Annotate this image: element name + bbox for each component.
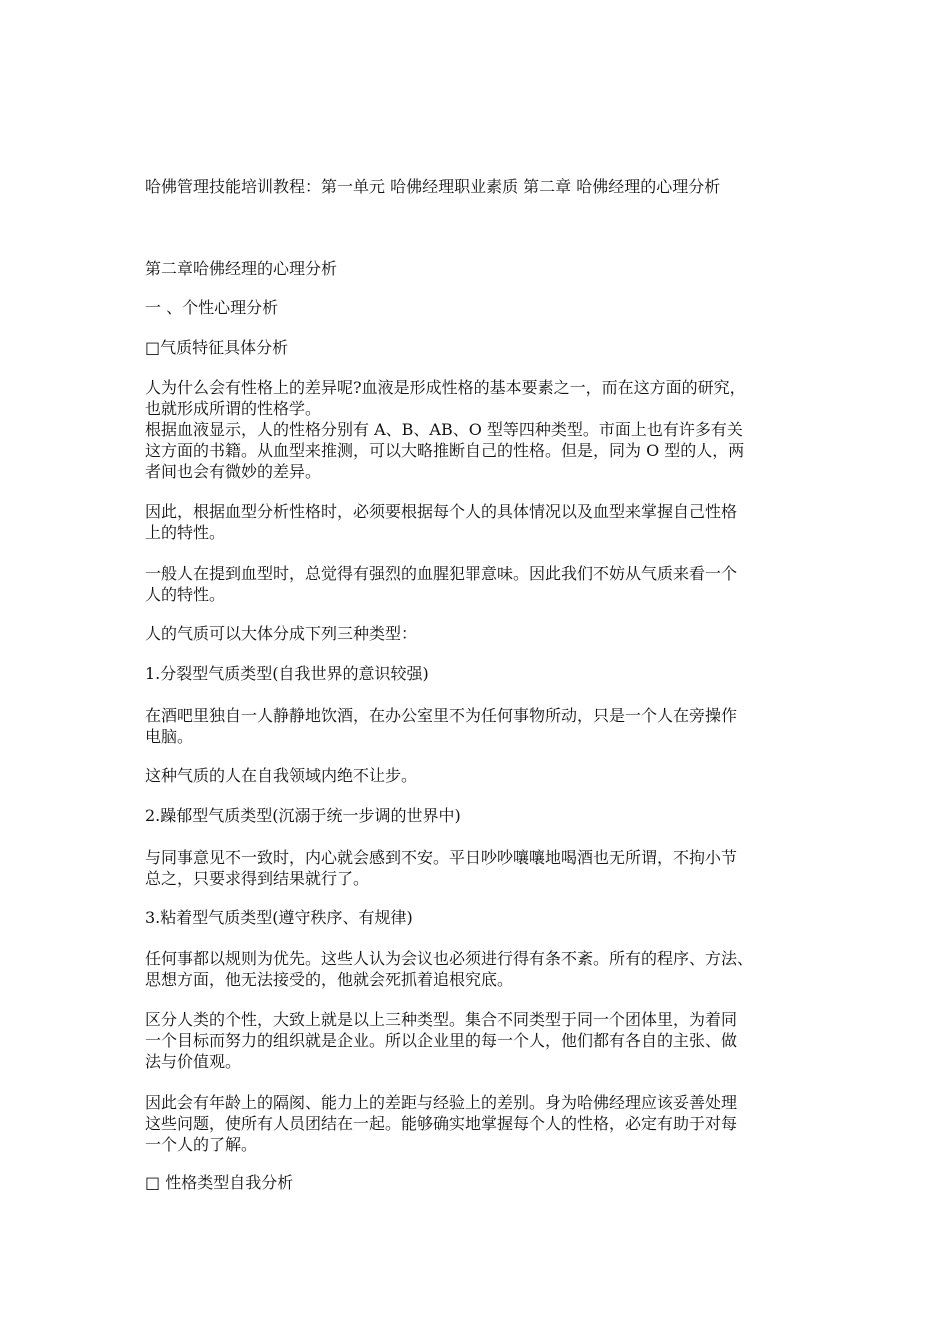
paragraph-line: 与同事意见不一致时，内心就会感到不安。平日吵吵嚷嚷地喝酒也无所谓，不拘小节 — [145, 848, 738, 867]
type-heading-3: 3.粘着型气质类型(遵守秩序、有规律) — [145, 908, 413, 927]
paragraph-temperament-view — [145, 563, 815, 605]
subsection-heading-temperament: □气质特征具体分析 — [145, 338, 289, 357]
document-title: 哈佛管理技能培训教程：第一单元 哈佛经理职业素质 第二章 哈佛经理的心理分析 — [145, 177, 721, 196]
paragraph-type-3 — [145, 948, 815, 990]
paragraph-line: 区分人类的个性，大致上就是以上三种类型。集合不同类型于同一个团体里，为着同 — [145, 1010, 738, 1029]
paragraph-line: 总之，只要求得到结果就行了。 — [145, 869, 370, 888]
section-heading: 一 、个性心理分析 — [145, 298, 279, 317]
type-heading-2: 2.躁郁型气质类型(沉溺于统一步调的世界中) — [145, 806, 461, 825]
paragraph-line: 人的特性。 — [145, 585, 226, 604]
paragraph-line: 者间也会有微妙的差异。 — [145, 462, 322, 481]
subsection-heading-personality: □ 性格类型自我分析 — [145, 1173, 294, 1192]
paragraph-manager-role — [145, 1092, 815, 1155]
paragraph-type-2 — [145, 847, 815, 889]
paragraph-line: 一般人在提到血型时，总觉得有强烈的血腥犯罪意味。因此我们不妨从气质来看一个 — [145, 564, 738, 583]
paragraph-line: 在酒吧里独自一人静静地饮酒，在办公室里不为任何事物所动，只是一个人在旁操作 — [145, 706, 738, 725]
paragraph-line: 人为什么会有性格上的差异呢?血液是形成性格的基本要素之一，而在这方面的研究， — [145, 378, 746, 397]
paragraph-three-types: 人的气质可以大体分成下列三种类型： — [145, 624, 418, 643]
paragraph-enterprise — [145, 1009, 815, 1072]
paragraph-type-1 — [145, 705, 815, 747]
paragraph-line: 电脑。 — [145, 727, 194, 746]
paragraph-analysis-method — [145, 501, 815, 543]
chapter-heading: 第二章哈佛经理的心理分析 — [145, 259, 338, 278]
paragraph-line: 这些问题，使所有人员团结在一起。能够确实地掌握每个人的性格，必定有助于对每 — [145, 1114, 738, 1133]
paragraph-blood-types — [145, 419, 815, 482]
paragraph-blood-type-intro — [145, 377, 815, 419]
paragraph-type-1-note: 这种气质的人在自我领域内绝不让步。 — [145, 766, 418, 785]
paragraph-line: 因此，根据血型分析性格时，必须要根据每个人的具体情况以及血型来掌握自己性格 — [145, 502, 738, 521]
paragraph-line: 法与价值观。 — [145, 1052, 242, 1071]
type-heading-1: 1.分裂型气质类型(自我世界的意识较强) — [145, 664, 429, 683]
paragraph-line: 也就形成所谓的性格学。 — [145, 399, 322, 418]
paragraph-line: 一个人的了解。 — [145, 1135, 258, 1154]
paragraph-line: 一个目标而努力的组织就是企业。所以企业里的每一个人，他们都有各自的主张、做 — [145, 1031, 738, 1050]
paragraph-line: 上的特性。 — [145, 523, 226, 542]
paragraph-line: 任何事都以规则为优先。这些人认为会议也必须进行得有条不紊。所有的程序、方法、 — [145, 949, 754, 968]
paragraph-line: 这方面的书籍。从血型来推测，可以大略推断自己的性格。但是，同为 O 型的人，两 — [145, 441, 745, 460]
paragraph-line: 根据血液显示，人的性格分别有 A、B、AB、O 型等四种类型。市面上也有许多有关 — [145, 420, 743, 439]
paragraph-line: 因此会有年龄上的隔阂、能力上的差距与经验上的差别。身为哈佛经理应该妥善处理 — [145, 1093, 738, 1112]
paragraph-line: 思想方面，他无法接受的，他就会死抓着追根究底。 — [145, 970, 514, 989]
